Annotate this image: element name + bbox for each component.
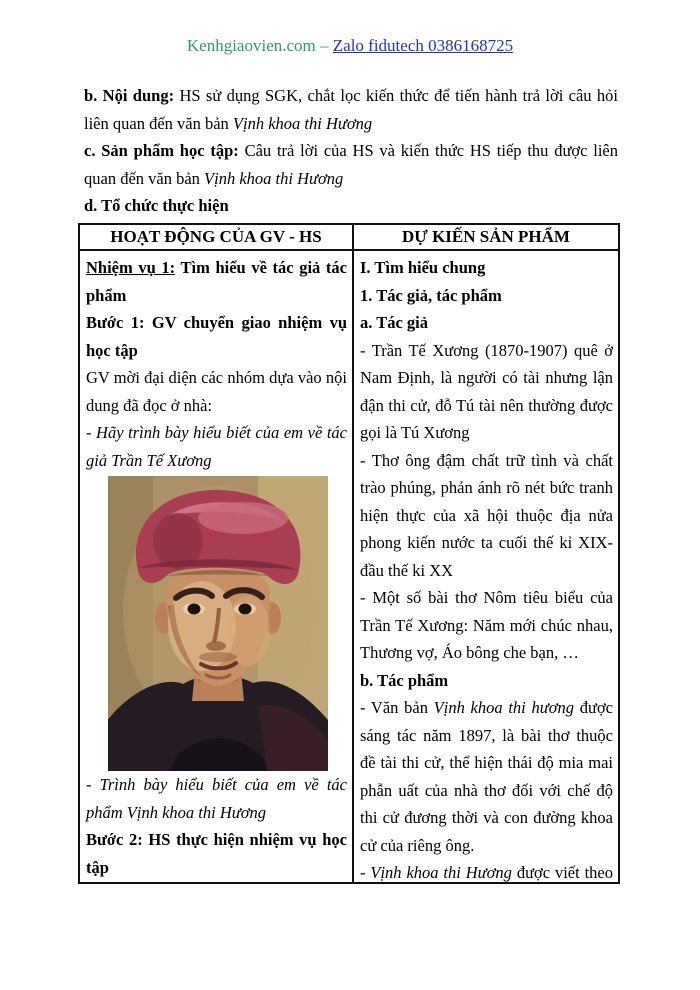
task-1-label: Nhiệm vụ 1: [86, 258, 176, 277]
work-form-paragraph [360, 859, 613, 882]
right-eye [239, 604, 252, 615]
label-to-chuc: d. Tổ chức thực hiện [84, 196, 229, 216]
section-heading-work: b. Tác phẩm [360, 670, 449, 690]
header-separator: – [315, 36, 333, 55]
poetry-style-paragraph: - Thơ ông đậm chất trữ tình và chất trào phúng, phản ánh rõ nét bức tranh hiện thực của xã hội thuộc địa nửa phong kiến nước ta cuối thế kỉ XIX- đầu thế ki XX [360, 450, 613, 580]
step-1-heading: Bước 1: GV chuyển giao nhiệm vụ học tập [86, 313, 347, 360]
column-header-gv-hs: HOẠT ĐỘNG CỦA GV - HS [80, 225, 354, 249]
label-san-pham: c. Sản phẩm học tập: [84, 141, 239, 161]
table-header-row [80, 225, 618, 251]
turban-sheen [198, 502, 288, 534]
zalo-contact-link[interactable]: Zalo fidutech 0386168725 [332, 36, 514, 55]
paragraph-to-chuc [84, 192, 618, 220]
work-title: Vịnh khoa thi Hương [370, 863, 512, 882]
section-heading-author: a. Tác giả [360, 313, 428, 332]
label-noi-dung: b. Nội dung: [84, 86, 175, 105]
page-header [0, 36, 700, 56]
work-intro-pre: - Văn bản [360, 698, 434, 717]
task-1-title: Tìm hiểu về tác giả tác phẩm [86, 258, 348, 305]
nose-shadow [206, 641, 226, 651]
activity-table [78, 223, 620, 884]
task-1-heading [86, 254, 347, 309]
question-author: - Hãy trình bày hiểu biết của em về tác giả Trần Tế Xương [86, 423, 347, 470]
gv-instruction: GV mời đại diện các nhóm dựa vào nội dung đã đọc ở nhà: [86, 368, 347, 415]
section-heading-1: I. Tìm hiểu chung [360, 258, 486, 277]
section-heading-2: 1. Tác giả, tác phẩm [360, 285, 502, 305]
tran-te-xuong-portrait-image [108, 476, 328, 771]
paragraph-noi-dung [84, 82, 618, 137]
intro-section [84, 82, 618, 220]
work-title: Vịnh khoa thi Hương [232, 113, 373, 133]
table-body-row [80, 251, 618, 882]
text-san-pham: Câu trả lời của HS và kiến thức HS tiếp thu được liên quan đến văn bản [84, 141, 618, 188]
question-work: - Trình bày hiểu biết của em về tác phẩm Vịnh khoa thi Hương [86, 775, 347, 822]
mustache-shadow [199, 652, 237, 662]
work-title: Vịnh khoa thi Hương [204, 168, 344, 188]
step-2-heading: Bước 2: HS thực hiện nhiệm vụ học tập [86, 830, 347, 877]
work-form-pre: - [360, 863, 371, 882]
paragraph-san-pham [84, 137, 618, 192]
author-bio-paragraph: - Trần Tế Xương (1870-1907) quê ở Nam Định, là người có tài nhưng lận đận thi cử, đỗ Tú tài nên thường được gọi là Tú Xương [360, 340, 613, 442]
left-eye [188, 604, 201, 615]
text-noi-dung: HS sử dụng SGK, chắt lọc kiến thức để tiến hành trả lời câu hỏi liên quan đến văn bản [84, 86, 619, 133]
cell-expected-products [354, 251, 618, 882]
work-title: Vịnh khoa thi hương [433, 698, 575, 717]
column-header-du-kien-san-pham: DỰ KIẾN SẢN PHẨM [402, 227, 570, 246]
work-intro-paragraph [360, 694, 613, 859]
site-name: Kenhgiaovien.com [186, 36, 316, 55]
work-intro-post: được sáng tác năm 1897, là bài thơ thuộc đề tài thi cử, thể hiện thái độ mia mai phẫn uất của nhà thơ đối với chế độ thi cử đương thời và con đường khoa cử của riêng ông. [360, 698, 614, 855]
notable-poems-paragraph: - Một số bài thơ Nôm tiêu biểu của Trần Tế Xương: Năm mới chúc nhau, Thương vợ, Áo bông che bạn, … [360, 588, 613, 662]
cell-gv-hs-activities [80, 251, 354, 882]
work-form-post: được viết theo [511, 863, 613, 882]
